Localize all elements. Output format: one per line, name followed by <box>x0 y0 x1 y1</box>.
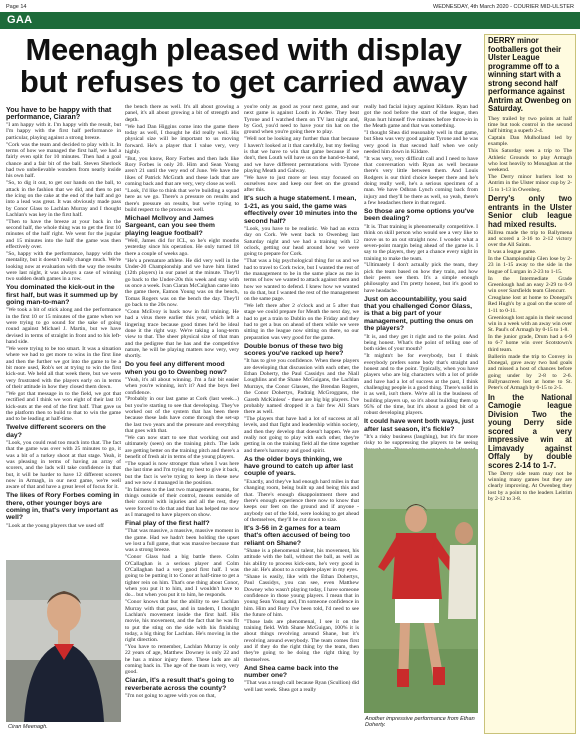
answer-paragraph: "We had Dan Higgins come into the game there today as well, I thought he did really well. His physical size will be important to us moving forward. He's a player that I value very, very highly. <box>125 123 239 155</box>
answer-paragraph: "I thought Shea did reasonably well in that game, but Shea was very good against Tyrone and he was very good in that second half when we only needed him down in Kildare. <box>364 129 478 155</box>
answer-paragraph: "It's a risky business (laughing), but it's far more risky to be suppressing the players to be seeing <box>364 433 478 447</box>
answer-paragraph: "Yeah, it's all about winning. I'm a fair bit easier when you're winning, isn't it? And the boys feel confidence. <box>125 376 239 396</box>
answer-paragraph: "Conn McEvoy is back now in full training. He had a virus there earlier this year, which left a lingering trace because good times he'd be ideal done it the right way. We're taking a long-term view to that. The sheer physical size of that man and the pedigree that he has and the competitive nature, he will be playing matters now very, very shortly. <box>125 308 239 360</box>
answer-paragraph: "Those lads are phenomenal, I see it on the training field. With Shane McGuigan, 100% it is about things revolving around Shane, but it's revolving around everybody. The team comes first and if they do the right thing by the team, then they're going to be doing the right thing by themselves. <box>244 618 359 663</box>
answer-paragraph: you're only as good as your next game, and our next game is against Louth in Ardee. They beat Tyrone and I watched them on TV last night and, by God, you'd need to have your tin hat on the ground when you're going there to play. <box>244 104 359 136</box>
question: The likes of Rory Forbes coming in there, other younger boys are coming in, that's very important as well? <box>6 492 120 522</box>
answer-paragraph: "We took a bit of stick along and the performance in the first 10 or 15 minutes of the game when we were trying to go sound for the sake of going round against Michael J. Martin, but we have devised in terms of straight in front and to his left-hand side. <box>6 307 121 346</box>
sidebar-paragraph: This Saturday sees a trip to The Athletic Grounds to play Armagh who lost heavily to Monaghan at the weekend. <box>488 148 572 174</box>
answer-paragraph: "Exactly, and they've had enough hard miles in that changing room, being built up and being this and that. There's enough disappointment there and there's enough experience there now to know that keeps our feet on the ground and if anyone - anybody out of the fold, were looking to get ahead of themselves, they'll be cut down to size. <box>244 478 359 523</box>
sidebar-paragraph: Greenlough lost again in their second win in a week with an away win over St. Paul's of Armagh by 0-15 to 1-8. <box>488 314 572 334</box>
answer-paragraph: "That was massive, a massive, massive moment in the game. Had we hadn't been holding the upset we lost a full game, that was massive because that was a strong breeze. <box>125 528 239 554</box>
sidebar-paragraph: It was a league game. <box>488 249 537 256</box>
question: Final play of the first half? <box>125 519 210 527</box>
answer-paragraph: "Ultimately I don't actually pick the team, they pick the team based on how they train, and how their peers see them. It's a simple enough philosophy and I'm pretty honest, but it's good to have headache. <box>364 262 478 294</box>
answer-paragraph: "You have to remember, Lachlan Murray is only 22 years of age, Matthew Downey is only 22 and he has a minor injury there. These lads are all coming back in. The age of the team is very, very good. <box>125 644 239 676</box>
photo-ciaran-meenagh <box>6 560 121 722</box>
photo-caption: Ciran Meenagh. <box>8 724 48 730</box>
answer-paragraph: "So, to dig it out, to get our hands on the ball, to attack in the fashion that we did, and then to put the icing on the cake at the end of the half and go into a lead was great. It was obviously made pass by Conor Glass to Lachlan Murray and I thought Lachlan's was key in the first half. <box>6 180 121 218</box>
answer-paragraph: "Conor knows that but the ability to see Lachlan Murray with that pass, and in tandem, I thought Lachlan's movement inside the first half. His movie, his movement, and the fact that he was fit to put the sting on the side with his finishing today, a big thing for Lachlan. He's moving in the right direction. <box>125 599 239 644</box>
question: Double bonus of these two big scores you've racked up here? <box>244 342 344 358</box>
answer-paragraph: "Look, you could read too much into that. The fact that the game was over with 25 minutes to go, it was a bit of a turkey shoot at that stage. Yeah, it was pleasing in terms of having an array of scorers, and the lads will take confidence in that but, it will be harder to have 12 different scorers now in Armagh, in our next game, we're well aware of that and have a great level of focus for it. <box>6 439 121 491</box>
question: Do you feel any different mood when you go to Owenbeg now? <box>125 361 227 376</box>
answer-paragraph: "It has to give you confidence. When these players are developing that discussion with each other, the Ethan Doherty, the Paul Cassidys and the Niall Loughlins and the Shane McGuigans, the Lachlan Murrays, the Conor Glasses, the Brendan Rogers, the Conor Dohertys, Padraig McGroggans, the Gareth McKinless' - these are big big players. I've probably named dropped it a fair few All Stars there as well. <box>244 358 359 416</box>
article-column-4 <box>364 104 478 446</box>
action-photo-image <box>364 449 478 713</box>
question: It could have went both ways, just after last season, it's fickle? <box>364 418 474 433</box>
answer-paragraph: "That was a big psychological thing for us and we had to travel to Cork twice, but I wanted the rest of the management to be in the same place as me in terms of how we wanted to attack against them and how we wanted to defend. I knew how we wanted to do that, but I wanted the rest of the management on the same page. <box>244 258 359 303</box>
answer-paragraph: "Well not be looking any further than that because I haven't looked at it that carefully, but my feeling is that we have to win that game because if we don't, then Louth will have us on the hand-to-hand, and we have different permutations with Tyrone playing Meath and Galway. <box>244 136 359 174</box>
answer-paragraph: "Shane is easily, like with the Ethan Dohertys, Paul Cassidys, you can see, even Matthew Downey who wasn't playing today, I have someone confidence in those young players. I mean that in young Sean Young and, I'm someone confidence in him. Him and Rory I've been told, I'd need to see the future of him. <box>244 573 359 618</box>
answer-paragraph: "I'm not going to agree with you on that, <box>125 693 216 700</box>
answer-paragraph: really bad facial injury against Kildare. Ryan had got the nod before the start of the league, then Ryan hurt himself five minutes before throw-in in the Meath game and that was something. <box>364 104 478 130</box>
answer-paragraph: "It mightn't be for everybody, but I think everybody prefers some body that's straight and honest and to the point. Typically, when you have players who are big characters with a lot of pride and have had a lot of success at the past, I think challenging people is a good thing. There's solid in it as well, isn't there. We're all in the business of building players up, so it's about building them up 95% of the time, but it's about a good bit of a robust developing players. <box>364 353 478 417</box>
question: Michael McIlvoy and James Sargeant, can you see them playing league football? <box>125 214 215 237</box>
sidebar-paragraph: They trailed by two points at half time but took control in the second half hitting a superb 2-4. <box>488 115 572 135</box>
answer-paragraph: "Well, James did for ICL, so he's eight months yesterday since his operation. He only turned 18 there a couple of weeks ago. <box>125 238 239 257</box>
photo-caption: Another impressive performance from Ethan Doherty. <box>365 716 475 729</box>
sidebar-paragraph: Captain Dan Mulholland led by example. <box>488 135 572 148</box>
answer-paragraph: "In fairness to the last two management teams, for things outside of their control, means outside of their control with injuries and all the rest, they were forced to do that and that has helped me now as I managed to have players on show. <box>125 486 239 519</box>
article-column-2 <box>125 104 239 726</box>
sidebar-paragraph: The Derry side team may not be winning many games but they are clearly improving. At Owenbeg they lost by a point to the leaders Leitrim by 2-12 to 3-8. <box>488 470 572 503</box>
section-bar <box>0 12 580 29</box>
answer-paragraph: "It is. That training is phenomenally competitive. I think on skill person who would see a very like to move us to an out straight now. I wonder what a seven-point margin being ahead of the game is. I say to the players, they get a chance every night in training to make the team. <box>364 223 478 262</box>
section-label: GAA <box>7 14 33 26</box>
sidebar-paragraph: In the junior grade, Drum had a 6-9 to 6-7 home win over Scotstown's third team. <box>488 334 572 353</box>
sidebar-paragraph: Killrea made the trip to Ballymena and scored a 3-16 to 2-12 victory over the All Saints. <box>488 229 572 249</box>
answer-paragraph: "Probably in our last game at Cork (last week...) but you're starting to see that developing. They've worked out of the system that has been there because these lads have come through the set-up the last two years and the pressure and everything that goes with that. <box>125 396 239 435</box>
page-number: Page 14 <box>6 4 27 10</box>
sidebar-lead: DERRY minor footballers got their Ulster League programme off to a winning start with a strong second half performance against Antrim at Owenbeg on Saturday. <box>488 36 572 113</box>
answer-paragraph: "Then to have the breeze at your back in the second half, the whole thing was to get the first 10 minutes of the half right. We went for the jugular and 15 minutes into the half the game was then effectively over. <box>6 218 121 251</box>
question: So those are some options you've been dealing? <box>364 208 475 223</box>
answer-paragraph: "We can now start to see that working out and ultimately (seen) on the training pitch. The lads are getting better on the training pitch and there's a benefit of fresh air in terms of the young players. <box>125 435 239 461</box>
answer-paragraph: the bench there as well. It's all about growing a panel, it's all about growing a bit of strength and depth. <box>125 104 239 123</box>
sidebar-roundup <box>484 34 576 734</box>
answer-paragraph: "But, you know, Rory Forbes and then lads like Rory Forbes is only 20. Him and Sean Young aren't 21 until the very end of June. We have the likes of Patrick McGrath and these lads that are coming back and that are very, very close as well. <box>125 155 239 188</box>
answer-paragraph: "Conor Glass had a big battle there. Colm O'Callaghan is a serious player and Colm O'Callaghan had a very good first half. I was going to be putting it to Conor at half-time to get a tighter rein on him. That's one thing about Conor, when you put it to him, and I wouldn't have to do... but when you put it to him, he responds. <box>125 554 239 599</box>
question: Twelve different scorers on the day? <box>6 424 106 439</box>
article-column-1 <box>6 104 121 559</box>
question: You dominated the kick-out in the first half, but was it summed up by going man-to-man? <box>6 284 118 306</box>
answer-paragraph: "Look at the young players that we used off <box>6 522 104 529</box>
answer-paragraph: "I am happy with it. I'm happy with the result, but I'm happy with the first half performance in particular, playing against a strong breeze. <box>6 122 121 141</box>
answer-paragraph: "Look, I'd like to think that we're building a squad here as we go. There's a pressure on results and there's pressure on results, but we're trying to build respect to the process as well. <box>125 187 239 213</box>
answer-paragraph: "He's a premature athlete. He did very well in the Under-20 Championship and we have him listed (12th players) in our panel at the minute. They'll go back to the Under-20s this week and stay with us once a week. Ivan Ciaran McCaighan came into the game there, Eamon Young was on the bench, Tomas Rogers was on the bench the day. They'll go back to the 20s now. <box>125 257 239 308</box>
sidebar-subhead: In the National Camogie league Division Two the young Derry side scored a very impressive win at Limavady against Offaly by double scores 2-14 to 1-7. <box>488 392 572 470</box>
article-column-3 <box>244 104 359 726</box>
question: And Shea came back into the number one? <box>244 664 339 680</box>
sidebar-paragraph: In the Intermediate Grade Greenlough had an easy 2-29 to 0-9 win over Sarsfields team Glencurr. <box>488 275 572 295</box>
sidebar-body <box>488 116 572 503</box>
answer-paragraph: "So, happy with the performance, happy with the mentality, but it doesn't really change much. We're looking now at evaluation with the way the results were last night, it was always a case of winning two sudden death games in a row. <box>6 250 121 283</box>
answer-paragraph: "That was a tough call because Ryan (Scullion) did well last week. Shea got a really <box>244 680 359 693</box>
question: You have to be happy with that performance, Ciaran? <box>6 104 112 122</box>
sidebar-paragraph: In the Championship Glen lose by 2-23 in 1-15 away to the side in the league of Lurgan in 2-23 to 1-15. <box>488 256 572 275</box>
sidebar-paragraph: Creaglane lost at home to Donegal's Red Hugh's by a goal on the score of 1-11 to 0-11. <box>488 295 572 314</box>
answer-paragraph: "The players that have had a lot of success at all levels, and that fight and leadership within society, and then they develop that doesn't happen. We are really not going to play with each other, they're getting in on the training field all the time together and there's harmony and good spirit. <box>244 416 359 454</box>
sidebar-paragraph: Ballerin made the trip to Convey in Donegal, gave away two bad goals and missed a host of chances before going under by 2-8 to 2-6. Ballynascreen lost at home to St. Peter's of Armagh by 0-15 to 2-5. <box>488 353 572 392</box>
answer-paragraph: "It is, and they get it right and to the point. And being honest. What's the point of telling one of both sides of your mouth? <box>364 333 478 353</box>
answer-paragraph: "The squad is now stronger than when I was here the last time and I'm trying my best to give it back, but the fact is we're trying to keep in these new and we now 4 managed in the position. <box>125 460 239 486</box>
question: As the older boys thinking, we have ground to catch up after last couple of years. <box>244 455 354 478</box>
sidebar-subhead: Derry's only two entrants in the Ulster Senior club league had mixed results. <box>488 194 572 229</box>
answer-paragraph: "Look, you have to be realistic. We had an extra day on Cork. We went back to Owenbeg last Saturday night and we had a training with 12 oclock, getting our head around how we were going to prepare for Cork. <box>244 225 359 258</box>
headline: Meenagh pleased with display but refuses to get carried away <box>19 32 468 99</box>
answer-paragraph: "Shane is a phenomenal talent, his movement, his attitude with the ball, without the ball, as well as his ability to process kick-outs, he's very good in the air. He's about to a complete player in my eyes. <box>244 547 359 573</box>
answer-paragraph: "It was very, very difficult call and I need to have that conversation with Ryan as well because there's very little between them. And Louis Rodgers is our third choice keeper there and he's doing really well, he's a serious specimen of a man. We have Odhran Lynch coming back from injury and they'll be there as well, so yeah, there's a few headaches there in that regard. <box>364 155 478 207</box>
question: Ciarán, it's a result that's going to reverberate across the county? <box>125 677 234 692</box>
answer-paragraph: "We were trying to be too smart. It was a situation where we had to get more to wins in the first line and then the further we got into the game to be a bit more used, Rob's set at trying to win the first kick-out. We held all that week there, but we were very frustrated with the players early on in terms of their attitude in how they closed them down. <box>6 345 121 391</box>
answer-paragraph: "We left there after 2 o'clock and at 5 after that stage we could prepare for Meath the next day, we had to get a train to Dublin on the Friday and they had to get a bus on ahead of them while we were sitting in the league now sitting on there, so our preparation was very good for the game. <box>244 303 359 341</box>
question: It's 3-56 in 2 games for a team that's often accused of being too reliant on Shane? <box>244 524 351 547</box>
answer-paragraph: "Cork was the team and decided to play with it. In terms of how we managed the first half, we had a fairly even split for 10 minutes. Then had a goal chance and a fair bit of the ball. Steven Sherlock had two unbelievable wonders from nearly inside his own half. <box>6 141 121 180</box>
answer-paragraph: "We have to just more or less stay focused on ourselves now and keep our feet on the ground after this. <box>244 174 359 194</box>
sidebar-paragraph: The Derry minor hurlers lost to Antrim in the Ulster minor cup by 2-15 to 1-13 in Owenbeg. <box>488 174 572 193</box>
photo-ethan-doherty <box>364 449 478 713</box>
answer-paragraph: "We got that message in to the field, we got that rectified and I think we won eight of their last 10 kick-outs at the end of the first half. That gave us the platform then to build to that to win the game and to be leading at half-time. <box>6 390 121 423</box>
question: It's such a huge statement. I mean, 1-21, as you said, the game was effectively over 10 minutes into the second half? <box>244 195 358 225</box>
page-header <box>6 2 574 12</box>
question: Just on accountability, you said that you challenged Conor Glass, is that a big part of your management, putting the onus on the players? <box>364 295 474 333</box>
manager-photo-image <box>6 560 121 722</box>
publication-date: WEDNESDAY, 4th March 2020 - COURIER MID-ULSTER <box>433 4 574 10</box>
